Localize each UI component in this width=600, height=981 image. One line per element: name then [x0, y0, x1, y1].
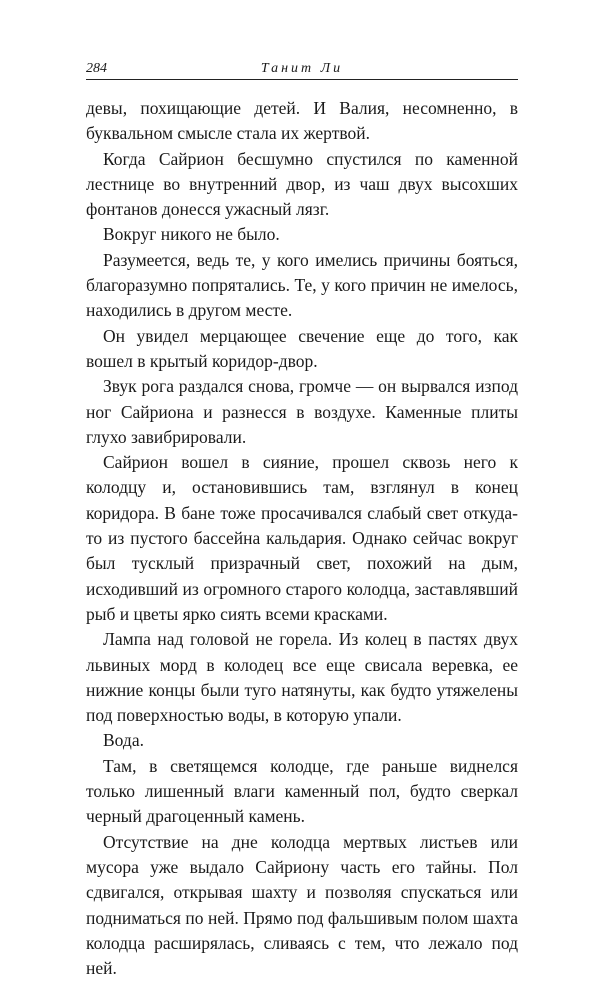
page-number: 284 [86, 61, 107, 76]
body-text [86, 96, 518, 981]
paragraph: Когда Сайрион бесшумно спустился по каменной лестнице во внутренний двор, из чаш двух высохших фонтанов донесся ужасный лязг. [86, 148, 518, 220]
paragraph: Вокруг никого не было. [103, 224, 280, 245]
header-rule [86, 79, 518, 80]
paragraph: Там, в светящемся колодце, где раньше виднелся только лишенный влаги каменный пол, будто сверкал черный драгоценный камень. [86, 755, 518, 827]
paragraph: Звук рога раздался снова, громче — он вырвался изпод ног Сайриона и разнесся в воздухе. Каменные плиты глухо завибрировали. [86, 376, 518, 447]
paragraph: Вода. [103, 730, 144, 751]
paragraph: Лампа над головой не горела. Из колец в пастях двух львиных морд в колодец все еще свисала веревка, ее нижние концы были туго натянуты, как будто утяжелены под поверхностью воды, в которую упали. [86, 629, 518, 726]
paragraph-continued: девы, похищающие детей. И Валия, несомненно, в буквальном смысле стала их жертвой. [86, 98, 518, 144]
running-title-author: Танит Ли [260, 61, 344, 76]
paragraph: Отсутствие на дне колодца мертвых листьев или мусора уже выдало Сайриону часть его тайны. Пол сдвигался, открывая шахту и позволяя спускаться или подниматься по ней. Прямо под фальшивым полом шахта колодца расширялась, сливаясь с тем, что лежало под ней. [86, 831, 518, 979]
paragraph: Разумеется, ведь те, у кого имелись причины бояться, благоразумно попрятались. Те, у кого причин не имелось, находились в другом месте. [86, 249, 518, 321]
paragraph: Он увидел мерцающее свечение еще до того, как вошел в крытый коридор-двор. [86, 325, 518, 371]
paragraph: Сайрион вошел в сияние, прошел сквозь него к колодцу и, остановившись там, взглянул в конец коридора. В бане тоже просачивался слабый свет откуда-то из пустого бассейна кальдария. Однако сейчас вокруг был тусклый призрачный свет, похожий на дым, исходивший из огромного старого колодца, заставлявший рыб и цветы ярко сиять всеми красками. [86, 452, 518, 624]
running-header [86, 60, 518, 80]
